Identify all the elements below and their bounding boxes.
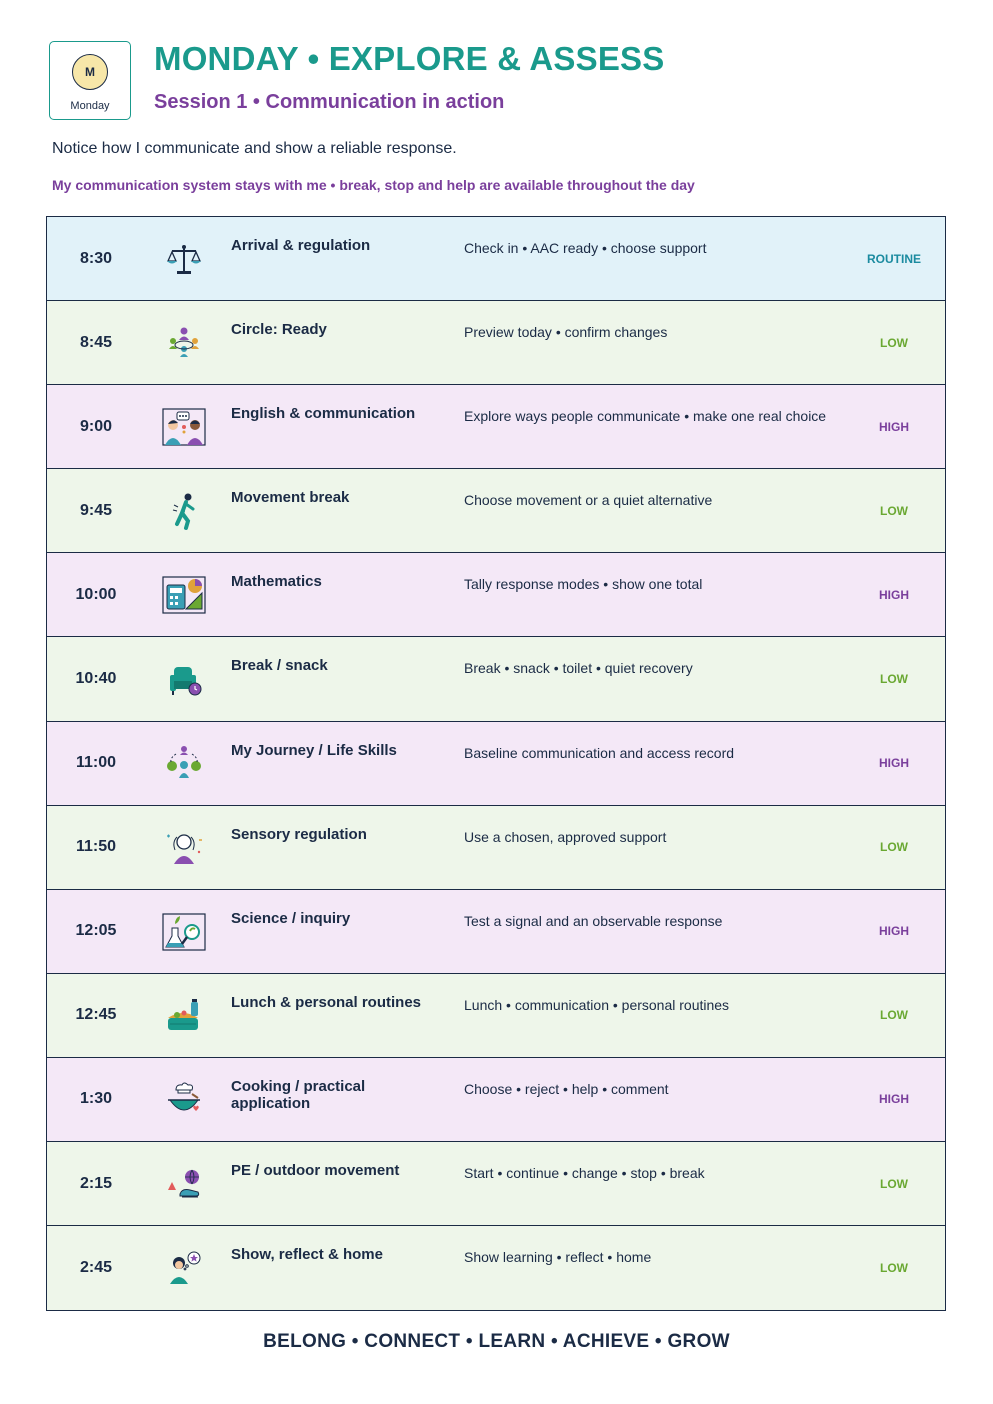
schedule-row — [47, 553, 945, 637]
demand-level-badge: LOW — [880, 503, 908, 518]
activity-details: Break • snack • toilet • quiet recovery — [464, 660, 693, 677]
activity-details: Test a signal and an observable response — [464, 912, 723, 929]
day-label: Monday — [70, 100, 110, 112]
activity-name: Mathematics — [231, 573, 322, 591]
demand-level-badge: LOW — [880, 1008, 908, 1023]
time-slot: 12:05 — [75, 922, 117, 940]
schedule-row — [47, 385, 945, 469]
activity-name: Movement break — [231, 489, 350, 507]
activity-name: English & communication — [231, 405, 416, 423]
schedule-table — [46, 216, 946, 1311]
activity-name: My Journey / Life Skills — [231, 741, 397, 759]
schedule-row — [47, 1226, 945, 1310]
footer-motto: BELONG • CONNECT • LEARN • ACHIEVE • GROW — [263, 1331, 730, 1352]
demand-level-badge: LOW — [880, 672, 908, 687]
schedule-row — [47, 469, 945, 553]
activity-details: Preview today • confirm changes — [464, 324, 668, 341]
demand-level-badge: HIGH — [879, 924, 909, 939]
activity-details: Start • continue • change • stop • break — [464, 1165, 705, 1182]
reflect-icon — [161, 1247, 207, 1289]
cooking-icon — [161, 1079, 207, 1121]
schedule-row — [47, 806, 945, 890]
schedule-row — [47, 1142, 945, 1226]
time-slot: 10:40 — [75, 670, 117, 688]
time-slot: 9:45 — [79, 501, 113, 519]
activity-name: Cooking / practical application — [231, 1077, 366, 1112]
activity-details: Choose • reject • help • comment — [464, 1080, 669, 1097]
intro-text: Notice how I communicate and show a reliable response. — [52, 140, 457, 157]
demand-level-badge: ROUTINE — [867, 251, 921, 266]
page-title: MONDAY • EXPLORE & ASSESS — [154, 40, 665, 77]
science-icon — [161, 911, 207, 953]
schedule-row — [47, 890, 945, 974]
activity-name: Sensory regulation — [231, 825, 367, 843]
activity-name: Science / inquiry — [231, 909, 351, 927]
schedule-row — [47, 1058, 945, 1142]
activity-name: Circle: Ready — [231, 321, 327, 339]
activity-details: Tally response modes • show one total — [464, 576, 703, 593]
time-slot: 9:00 — [79, 417, 113, 435]
demand-level-badge: LOW — [880, 1261, 908, 1276]
activity-name: Arrival & regulation — [231, 237, 371, 254]
activity-name: Lunch & personal routines — [231, 993, 422, 1011]
time-slot: 2:15 — [79, 1174, 113, 1192]
time-slot: 12:45 — [75, 1006, 117, 1024]
time-slot: 2:45 — [79, 1259, 113, 1277]
circle-group-icon — [161, 322, 207, 364]
time-slot: 10:00 — [75, 585, 117, 603]
calculator-icon — [161, 574, 207, 616]
schedule-row — [47, 301, 945, 385]
demand-level-badge: LOW — [880, 1176, 908, 1191]
day-badge — [49, 41, 131, 120]
sensory-icon — [161, 827, 207, 869]
activity-details: Explore ways people communicate • make one real choice — [464, 408, 827, 425]
activity-details: Baseline communication and access record — [464, 744, 735, 761]
demand-level-badge: HIGH — [879, 756, 909, 771]
time-slot: 8:30 — [79, 249, 113, 267]
demand-level-badge: HIGH — [879, 419, 909, 434]
conversation-icon — [161, 406, 207, 448]
day-letter-circle: M — [72, 54, 108, 90]
demand-level-badge: LOW — [880, 840, 908, 855]
activity-name: Break / snack — [231, 657, 328, 675]
demand-level-badge: HIGH — [879, 1092, 909, 1107]
movement-icon — [161, 490, 207, 532]
demand-level-badge: LOW — [880, 335, 908, 350]
communication-note: My communication system stays with me • break, stop and help are available throughout the day — [52, 177, 695, 193]
page-subtitle: Session 1 • Communication in action — [154, 91, 505, 113]
schedule-row — [47, 637, 945, 721]
balance-scale-icon — [161, 238, 207, 280]
activity-details: Choose movement or a quiet alternative — [464, 492, 713, 509]
sports-icon — [161, 1163, 207, 1205]
activity-details: Check in • AAC ready • choose support — [464, 240, 707, 256]
lunchbox-icon — [161, 995, 207, 1037]
activity-details: Use a chosen, approved support — [464, 828, 667, 845]
time-slot: 11:50 — [75, 838, 117, 856]
time-slot: 8:45 — [79, 333, 113, 351]
time-slot: 11:00 — [75, 754, 117, 772]
activity-name: PE / outdoor movement — [231, 1162, 400, 1180]
activity-name: Show, reflect & home — [231, 1246, 383, 1264]
schedule-row — [47, 722, 945, 806]
schedule-row — [47, 217, 945, 301]
demand-level-badge: HIGH — [879, 587, 909, 602]
time-slot: 1:30 — [79, 1090, 113, 1108]
schedule-row — [47, 974, 945, 1058]
armchair-clock-icon — [161, 658, 207, 700]
journey-icon — [161, 743, 207, 785]
activity-details: Lunch • communication • personal routines — [464, 996, 730, 1013]
activity-details: Show learning • reflect • home — [464, 1249, 652, 1266]
